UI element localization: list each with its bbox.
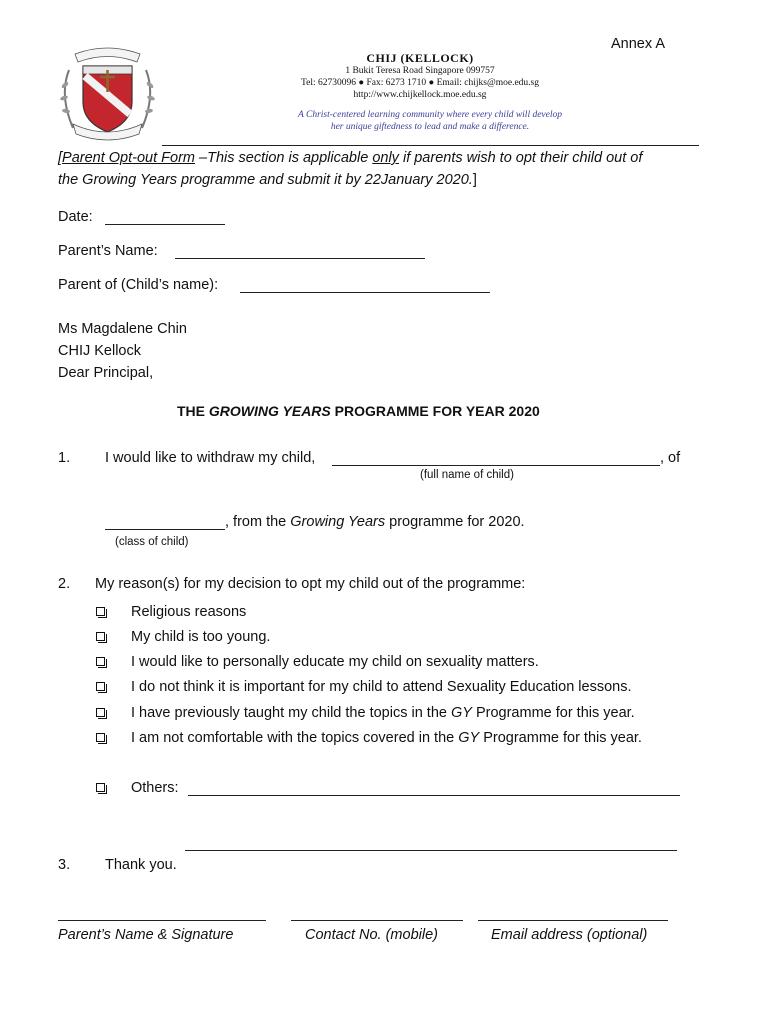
name-signature-label: Parent’s Name & Signature [58,927,234,943]
contact-field[interactable] [291,920,463,921]
from-pre: , from the [225,514,291,530]
school-crest-logo [55,40,160,145]
child-name-label: Parent of (Child’s name): [58,277,219,293]
parent-name-label: Parent’s Name: [58,243,158,259]
reason-6-checkbox[interactable] [96,733,105,742]
reason-6-label [131,730,642,746]
date-label: Date: [58,209,93,225]
others-label: Others: [131,780,179,796]
item-3-text: Thank you. [105,857,177,873]
reason-2-checkbox[interactable] [96,632,105,641]
from-italic: Growing Years [290,514,386,530]
addressee-name: Ms Magdalene Chin [58,321,187,337]
heading-pre: THE [177,403,209,419]
intro-line-1 [58,150,642,166]
item-1-text: I would like to withdraw my child, [105,450,316,466]
reason-6-post: Programme for this year. [479,730,642,746]
item-2-number: 2. [58,576,71,592]
reason-5-text: I have previously taught my child the topics in the [131,705,451,721]
form-title: Parent Opt-out Form [62,150,195,166]
school-contact: Tel: 62730096 ● Fax: 6273 1710 ● Email: chijks@moe.edu.sg [300,78,540,88]
school-motto [250,109,610,133]
header-divider [162,145,699,146]
intro-text: –This section is applicable [195,150,373,166]
email-label: Email address (optional) [491,927,648,943]
intro-deadline: the Growing Years programme and submit it by 22January 2020. [58,172,473,188]
others-field[interactable] [188,795,680,796]
heading-post: PROGRAMME FOR YEAR 2020 [330,403,540,419]
bracket-open: [ [58,150,63,166]
reason-5-checkbox[interactable] [96,708,105,717]
item-1-number: 1. [58,450,71,466]
addressee-org: CHIJ Kellock [58,343,141,359]
reason-5-label [131,705,635,721]
others-field-line-2[interactable] [185,850,677,851]
reason-5-post: Programme for this year. [471,705,635,721]
reason-3-label: I would like to personally educate my child on sexuality matters. [131,654,539,670]
heading-italic: GROWING YEARS [208,403,331,419]
reason-2-label: My child is too young. [131,629,271,645]
name-signature-field[interactable] [58,920,266,921]
reason-5-gy: GY [450,705,472,721]
item-3-number: 3. [58,857,71,873]
reason-6-gy: GY [458,730,480,746]
motto-line-1: A Christ-centered learning community where every child will develop [298,110,562,120]
salutation: Dear Principal, [58,365,154,381]
reason-1-label: Religious reasons [131,604,247,620]
item-2-text: My reason(s) for my decision to opt my child out of the programme: [95,576,526,592]
child-name-field[interactable] [240,292,490,293]
school-address-block [260,65,580,101]
reason-1-checkbox[interactable] [96,607,105,616]
school-name: CHIJ (KELLOCK) [366,51,474,65]
school-website: http://www.chijkellock.moe.edu.sg [353,90,487,100]
contact-label: Contact No. (mobile) [305,927,438,943]
school-address: 1 Bukit Teresa Road Singapore 099757 [345,66,495,76]
reason-4-checkbox[interactable] [96,682,105,691]
programme-heading [177,403,540,419]
intro-only: only [372,150,399,166]
class-caption: (class of child) [115,536,189,548]
from-post: programme for 2020. [385,514,525,530]
annex-label: Annex A [610,36,665,52]
motto-line-2: her unique giftedness to lead and make a difference. [330,122,530,132]
full-name-caption: (full name of child) [420,469,514,481]
date-field[interactable] [105,224,225,225]
reason-3-checkbox[interactable] [96,657,105,666]
parent-name-field[interactable] [175,258,425,259]
reason-4-label: I do not think it is important for my child to attend Sexuality Education lessons. [131,679,632,695]
intro-text-rest: if parents wish to opt their child out of [398,150,643,166]
child-full-name-field[interactable] [332,465,660,466]
child-class-field[interactable] [105,529,225,530]
email-field[interactable] [478,920,668,921]
item-1-from [225,514,525,530]
others-checkbox[interactable] [96,783,105,792]
item-1-of: , of [660,450,681,466]
reason-6-text: I am not comfortable with the topics covered in the [131,730,459,746]
bracket-close: ] [472,172,477,188]
intro-line-2 [58,172,477,188]
